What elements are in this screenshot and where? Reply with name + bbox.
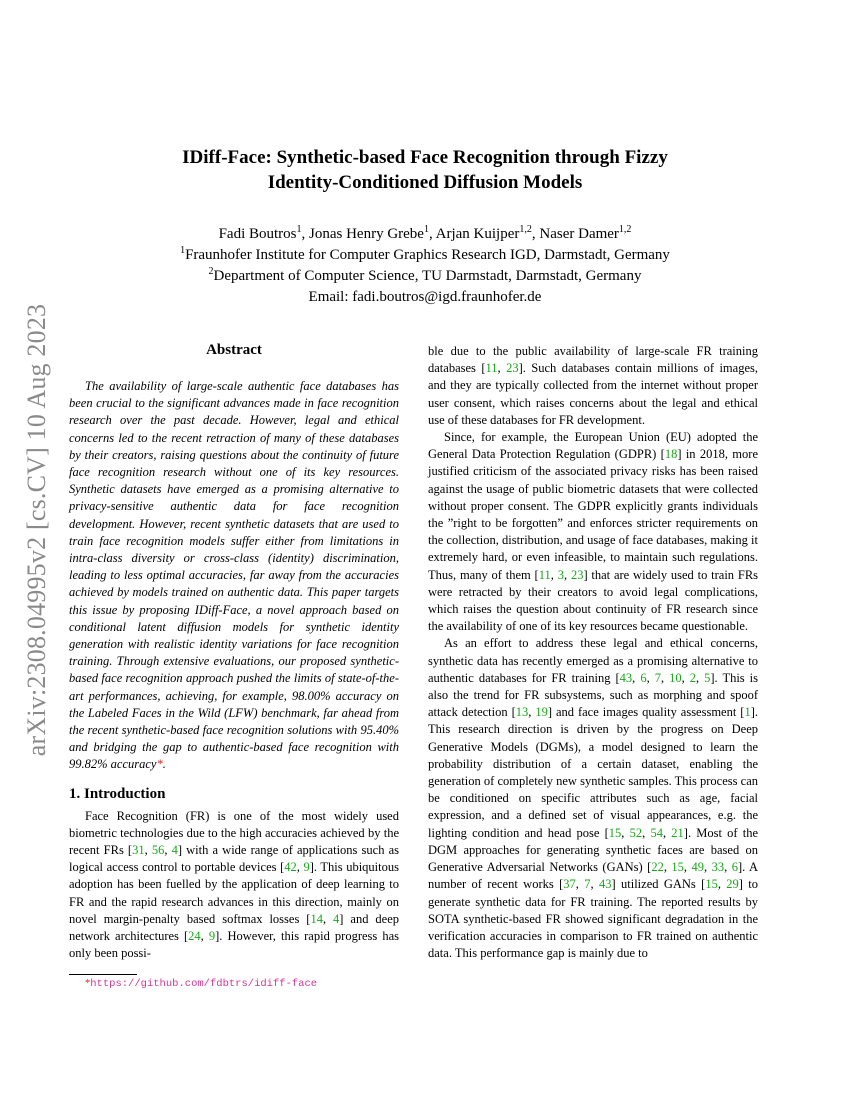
- citation-link[interactable]: 19: [535, 705, 548, 720]
- citation-link[interactable]: 15: [671, 860, 684, 875]
- citation-link[interactable]: 3: [557, 567, 564, 582]
- citation-link[interactable]: 9: [208, 929, 216, 944]
- introduction-heading: 1. Introduction: [69, 785, 166, 802]
- right-column: [428, 343, 758, 962]
- citation-link[interactable]: 11: [485, 361, 498, 376]
- citation-link[interactable]: 23: [506, 361, 519, 376]
- footnote: [85, 978, 317, 990]
- citation-link[interactable]: 22: [651, 860, 664, 875]
- paragraph-text: ,: [663, 860, 672, 875]
- citation-link[interactable]: 49: [691, 860, 705, 875]
- paragraph-text: ] to generate synthetic data for FR training. The reported results by SOTA synthetic-based FR showed significant degradation in the verification accuracies in comparison to FR trained on authentic data. This performance gap is mainly due to: [428, 877, 759, 961]
- intro-paragraph-1: [69, 808, 399, 963]
- footnote-url-link[interactable]: https://github.com/fdbtrs/idiff-face: [90, 978, 318, 990]
- citation-link[interactable]: 18: [664, 447, 678, 462]
- author-4: , Naser Damer: [531, 226, 619, 242]
- paragraph-text: ,: [322, 911, 334, 926]
- citation-link[interactable]: 23: [570, 567, 584, 582]
- paragraph-text: ]. However, this rapid progress has only been possi-: [69, 929, 400, 961]
- paragraph-text: As an effort to address these legal and ethical concerns, synthetic data has recently emerged as a promising alternative to authentic databases for FR training [: [428, 636, 758, 685]
- citation-link[interactable]: 52: [629, 825, 643, 840]
- paragraph-text: Since, for example, the European Union (EU) adopted the General Data Protection Regulation (GDPR) [: [428, 430, 758, 462]
- citation-link[interactable]: 56: [151, 843, 165, 858]
- paragraph-text: Face Recognition (FR) is one of the most widely used biometric technologies due to the high accuracies achieved by the recent FRs [: [69, 808, 399, 858]
- abstract-heading: Abstract: [206, 342, 262, 358]
- citation-link[interactable]: 31: [132, 843, 145, 858]
- paragraph-text: ,: [563, 567, 571, 582]
- paragraph-text: ,: [662, 825, 672, 840]
- affiliation-1: [0, 245, 850, 266]
- paragraph-text: ,: [724, 860, 732, 875]
- citation-link[interactable]: 54: [650, 825, 663, 840]
- paragraph-text: ]. This research direction is driven by the progress on Deep Generative Models (DGMs), a model designed to learn the probability distribution of a certain dataset, enabling the generation of completely new synthetic samples. This process can be conditioned on specific attributes such as age, facial expression, and a defined set of visual appearances, e.g. the lighting condition and head pose [: [428, 705, 759, 840]
- paragraph-text: ,: [646, 670, 655, 685]
- intro-paragraph-2: [428, 429, 758, 635]
- citation-link[interactable]: 9: [303, 860, 310, 875]
- citation-link[interactable]: 43: [619, 670, 633, 685]
- citation-link[interactable]: 29: [726, 877, 739, 892]
- author-2-affiliation: 1: [423, 224, 429, 235]
- author-names: [0, 224, 850, 245]
- title-line-2: Identity-Conditioned Diffusion Models: [267, 172, 583, 193]
- paragraph-text: ble due to the public availability of large-scale FR training databases [: [428, 344, 758, 376]
- paragraph-text: ] with a wide range of applications such as logical access control to portable devices [: [69, 843, 399, 875]
- paragraph-text: ]. This ubiquitous adoption has been fuelled by the application of deep learning to FR and the rapid research advances in this direction, mainly on novel margin-penalty based softmax losses [: [69, 860, 399, 926]
- paragraph-text: ,: [200, 929, 209, 944]
- paragraph-text: ,: [296, 860, 304, 875]
- citation-link[interactable]: 11: [538, 567, 551, 582]
- footnote-marker-link[interactable]: *: [156, 757, 163, 772]
- citation-link[interactable]: 4: [333, 911, 340, 926]
- citation-link[interactable]: 1: [744, 705, 751, 720]
- paragraph-text: ]. Such databases contain millions of images, and they are typically collected from the internet without proper user consent, which raises concerns about the legal and ethical use of these databases for FR development.: [428, 361, 758, 427]
- affiliation-1-text: Fraunhofer Institute for Computer Graphics Research IGD, Darmstadt, Germany: [185, 247, 670, 263]
- left-column: [69, 340, 399, 963]
- citation-link[interactable]: 24: [188, 929, 201, 944]
- paragraph-text: ]. Most of the DGM approaches for generating synthetic faces are based on Generative Adversarial Networks (GANs) [: [428, 825, 759, 875]
- paragraph-text: ] and face images quality assessment [: [547, 705, 745, 720]
- paragraph-text: ,: [683, 860, 692, 875]
- paragraph-text: ] and deep network architectures [: [69, 911, 400, 944]
- paragraph-text: ,: [717, 877, 727, 892]
- author-3: , Arjan Kuijper: [428, 226, 520, 242]
- paper-title: [0, 145, 850, 195]
- paragraph-text: ] in 2018, more justified criticism of the associated privacy risks has been raised against the usage of public biometric datasets that were collected without proper consent. The GDPR explicitly grants individuals the ”right to be forgotten” and enforces stricter requirements on the collection, distribution, and usage of face databases, making it extremely hard, or even infeasible, to maintain such regulations. Thus, many of them [: [428, 447, 758, 582]
- affiliation-2-marker: 2: [208, 266, 214, 277]
- paragraph-text: ,: [695, 670, 705, 685]
- arxiv-identifier-stamp: arXiv:2308.04995v2 [cs.CV] 10 Aug 2023: [22, 303, 51, 757]
- citation-link[interactable]: 6: [731, 860, 738, 875]
- abstract-text: The availability of large-scale authentic face databases has been crucial to the significant advances made in face recognition research over the past decade. However, legal and ethical concerns led to the recent retraction of many of these databases by their creators, raising questions about the continuity of future face recognition research without one of its key resources. Synthetic datasets have emerged as a promising alternative to privacy-sensitive authentic data for face recognition development. However, recent synthetic datasets that are used to train face recognition models suffer either from limitations in intra-class diversity or cross-class (identity) discrimination, leading to less optimal accuracies, far away from the accuracies achieved by models trained on authentic data. This paper targets this issue by proposing IDiff-Face, a novel approach based on conditional latent diffusion models for synthetic identity generation with realistic identity variations for face recognition training. Through extensive evaluations, our proposed synthetic-based face recognition approach pushed the limits of state-of-the-art performances, achieving, for example, 98.00% accuracy on the Labeled Faces in the Wild (LFW) benchmark, far ahead from the recent synthetic-based face recognition solutions with 95.40% and bridging the gap to authentic-based face recognition with 99.82% accuracy: [69, 379, 399, 772]
- paragraph-text: ]. A number of recent works [: [428, 860, 759, 892]
- author-3-affiliation: 1,2: [519, 224, 532, 235]
- paragraph-text: ,: [681, 670, 690, 685]
- citation-link[interactable]: 42: [284, 860, 297, 875]
- citation-link[interactable]: 2: [689, 670, 696, 685]
- paragraph-text: ,: [621, 825, 630, 840]
- abstract-end: .: [162, 757, 166, 772]
- paragraph-text: ] that are widely used to train FRs were retracted by their creators to avoid legal complications, which raises the question about continuity of FR research since the availability of one of its key resources became questionable.: [428, 567, 759, 634]
- citation-link[interactable]: 6: [640, 670, 647, 685]
- citation-link[interactable]: 21: [671, 825, 684, 840]
- affiliation-2: [0, 266, 850, 287]
- author-1-affiliation: 1: [296, 224, 302, 235]
- footnote-rule: [69, 974, 137, 975]
- paragraph-text: ,: [660, 670, 670, 685]
- citation-link[interactable]: 7: [654, 670, 661, 685]
- intro-paragraph-1-continued: [428, 343, 758, 429]
- paragraph-text: ,: [144, 843, 152, 858]
- author-2: , Jonas Henry Grebe: [301, 226, 424, 242]
- citation-link[interactable]: 13: [515, 705, 529, 720]
- citation-link[interactable]: 10: [669, 670, 682, 685]
- paragraph-text: ] utilized GANs [: [611, 877, 706, 892]
- citation-link[interactable]: 15: [705, 877, 718, 892]
- paragraph-text: ,: [164, 843, 172, 858]
- author-email: Email: fadi.boutros@igd.fraunhofer.de: [308, 289, 542, 305]
- paragraph-text: ,: [704, 860, 712, 875]
- paragraph-text: ,: [632, 670, 641, 685]
- paragraph-text: ,: [590, 877, 599, 892]
- citation-link[interactable]: 15: [608, 825, 622, 840]
- author-1: Fadi Boutros: [218, 226, 297, 242]
- paragraph-text: ]. This is also the trend for FR subsystems, such as morphing and spoof attack detection [: [428, 670, 759, 720]
- abstract-body: [69, 378, 399, 774]
- affiliation-1-marker: 1: [180, 245, 186, 256]
- paragraph-text: ,: [550, 567, 558, 582]
- paragraph-text: ,: [497, 361, 507, 376]
- intro-paragraph-3: [428, 635, 758, 962]
- author-4-affiliation: 1,2: [618, 224, 632, 235]
- author-block: [0, 224, 850, 308]
- paragraph-text: ,: [528, 705, 536, 720]
- citation-link[interactable]: 4: [171, 843, 178, 858]
- title-line-1: IDiff-Face: Synthetic-based Face Recognition through Fizzy: [182, 147, 668, 168]
- citation-link[interactable]: 14: [310, 911, 323, 926]
- affiliation-2-text: Department of Computer Science, TU Darmstadt, Darmstadt, Germany: [213, 268, 642, 284]
- citation-link[interactable]: 7: [584, 877, 591, 892]
- paragraph-text: ,: [575, 877, 585, 892]
- citation-link[interactable]: 5: [704, 670, 711, 685]
- paragraph-text: ,: [642, 825, 651, 840]
- citation-link[interactable]: 37: [563, 877, 576, 892]
- citation-link[interactable]: 43: [598, 877, 612, 892]
- citation-link[interactable]: 33: [711, 860, 725, 875]
- footnote-mark: *: [85, 978, 91, 989]
